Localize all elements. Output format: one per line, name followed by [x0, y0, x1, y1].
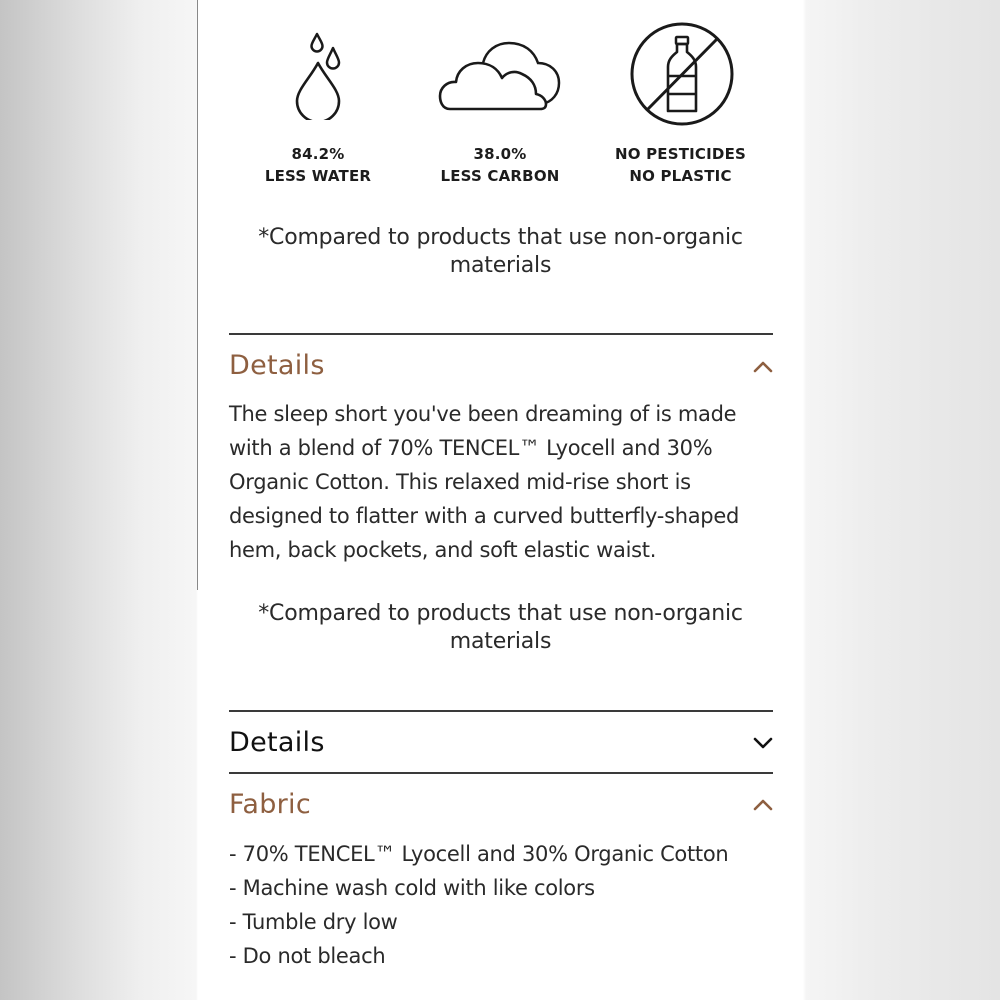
- stat-carbon: [425, 143, 575, 187]
- list-item: - 70% TENCEL™ Lyocell and 30% Organic Cotton: [229, 842, 729, 866]
- divider: [229, 710, 773, 712]
- details-collapsed-header[interactable]: Details: [229, 727, 325, 758]
- list-item: - Tumble dry low: [229, 910, 398, 934]
- no-plastic-bottle-icon: [628, 20, 736, 128]
- stat-water-value: 84.2%: [291, 145, 345, 163]
- chevron-up-icon[interactable]: [750, 795, 776, 815]
- divider: [229, 772, 773, 774]
- water-drop-icon: [290, 30, 350, 120]
- divider: [229, 333, 773, 335]
- details-description: The sleep short you've been dreaming of is made with a blend of 70% TENCEL™ Lyocell and 30% Organic Cotton. This relaxed mid-rise short is designed to flatter with a curved butterfly-shaped hem, back pockets, and soft elastic waist.: [229, 402, 739, 562]
- fabric-list: [229, 837, 789, 973]
- footnote: *Compared to products that use non-organic materials: [258, 225, 743, 278]
- stat-no-plastic: [598, 143, 763, 187]
- list-item: - Machine wash cold with like colors: [229, 876, 595, 900]
- stat-water-label: LESS WATER: [264, 167, 372, 185]
- list-item: - Do not bleach: [229, 944, 386, 968]
- product-info-panel: [198, 0, 803, 1000]
- details-header[interactable]: Details: [229, 350, 325, 381]
- fabric-header[interactable]: Fabric: [229, 789, 311, 820]
- stat-carbon-label: LESS CARBON: [440, 167, 560, 185]
- chevron-down-icon[interactable]: [750, 733, 776, 753]
- stat-carbon-value: 38.0%: [473, 145, 527, 163]
- stat-no-pesticides-label: NO PESTICIDES: [614, 145, 747, 163]
- chevron-up-icon[interactable]: [750, 357, 776, 377]
- cloud-icon: [438, 38, 568, 118]
- stat-water: [248, 143, 388, 187]
- details-footnote: *Compared to products that use non-organic materials: [258, 601, 743, 654]
- stat-no-plastic-label: NO PLASTIC: [629, 167, 732, 185]
